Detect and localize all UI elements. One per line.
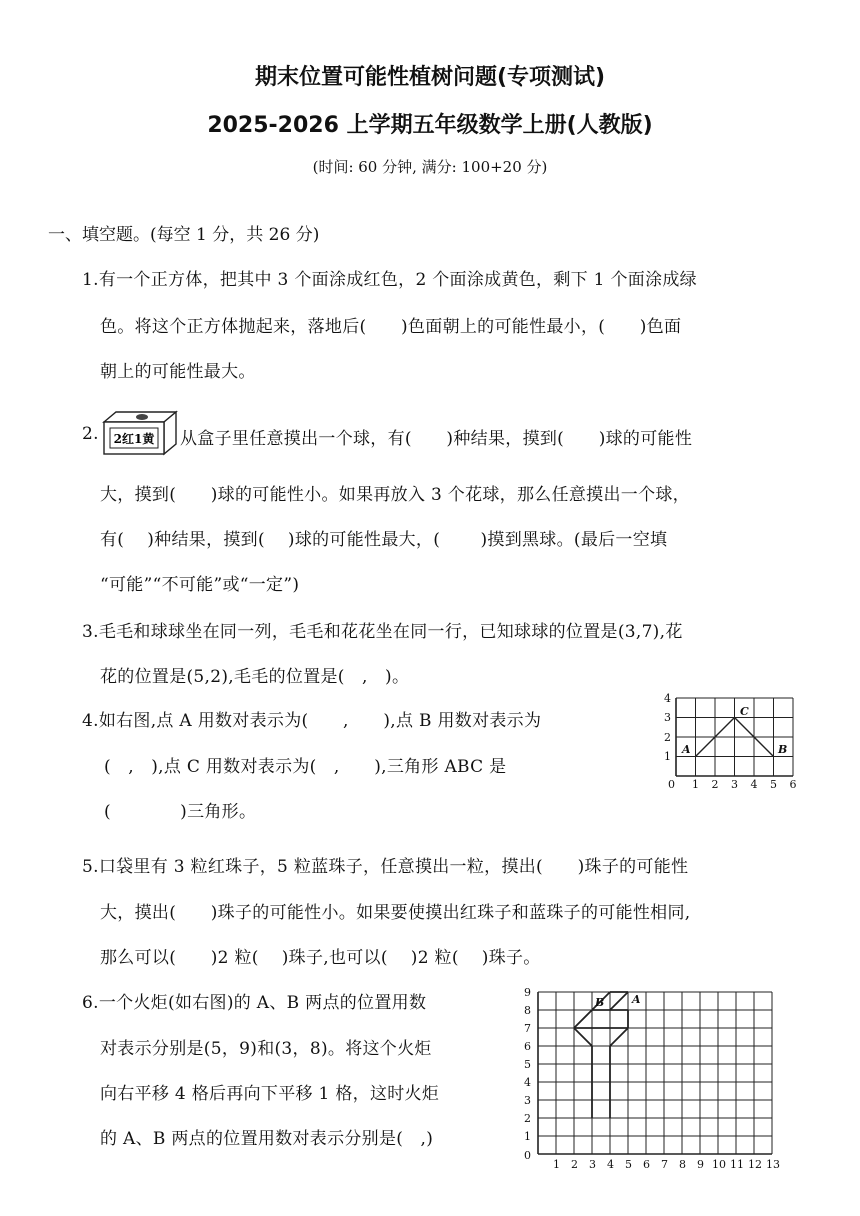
q4-x-tick-1: 1 bbox=[692, 778, 699, 791]
q6-x-tick-8: 8 bbox=[679, 1158, 686, 1171]
q6-x-tick-4: 4 bbox=[607, 1158, 614, 1171]
q6-line-4: 的 A、B 两点的位置用数对表示分别是( ,) bbox=[100, 1129, 434, 1149]
q6-x-tick-2: 2 bbox=[571, 1158, 578, 1171]
q6-x-tick-11: 11 bbox=[730, 1158, 744, 1171]
q6-x-tick-6: 6 bbox=[643, 1158, 650, 1171]
q6-x-tick-10: 10 bbox=[712, 1158, 726, 1171]
q2-line-3: 有( )种结果，摸到( )球的可能性最大，( )摸到黑球。(最后一空填 bbox=[100, 530, 668, 550]
q6-point-b-label: B bbox=[595, 996, 605, 1009]
q4-x-tick-3: 3 bbox=[731, 778, 738, 791]
q4-line-3: ( )三角形。 bbox=[104, 802, 257, 822]
q4-point-b-label: B bbox=[778, 743, 788, 756]
q4-x-tick-6: 6 bbox=[789, 778, 797, 791]
q4-line-2: ( , ),点 C 用数对表示为( , ),三角形 ABC 是 bbox=[104, 757, 507, 777]
q2-line-4: “可能”“不可能”或“一定”) bbox=[100, 575, 300, 595]
q4-y-tick-1: 1 bbox=[664, 750, 671, 763]
q4-grid-figure bbox=[656, 692, 806, 792]
q4-y-tick-3: 3 bbox=[664, 711, 671, 724]
q4-y-tick-4: 4 bbox=[664, 692, 671, 705]
q4-x-tick-4: 4 bbox=[750, 778, 758, 791]
q4-line-1: 4.如右图,点 A 用数对表示为( , ),点 B 用数对表示为 bbox=[82, 711, 542, 731]
q6-y-tick-1: 1 bbox=[524, 1130, 531, 1143]
q5-line-1: 5.口袋里有 3 粒红珠子，5 粒蓝珠子，任意摸出一粒，摸出( )珠子的可能性 bbox=[82, 857, 689, 877]
q4-y-tick-2: 2 bbox=[664, 731, 671, 744]
q4-x-tick-2: 2 bbox=[711, 778, 719, 791]
q6-line-3: 向右平移 4 格后再向下平移 1 格，这时火炬 bbox=[100, 1084, 440, 1104]
q6-x-tick-13: 13 bbox=[766, 1158, 780, 1171]
q5-line-2: 大，摸出( )珠子的可能性小。如果要使摸出红珠子和蓝珠子的可能性相同, bbox=[100, 903, 691, 923]
q4-x-tick-5: 5 bbox=[770, 778, 777, 791]
q6-x-tick-0: 0 bbox=[524, 1149, 531, 1162]
q6-x-tick-12: 12 bbox=[748, 1158, 762, 1171]
q6-line-2: 对表示分别是(5，9)和(3，8)。将这个火炬 bbox=[100, 1039, 432, 1059]
q4-point-a-label: A bbox=[682, 743, 691, 756]
q4-point-c-label: C bbox=[740, 705, 749, 718]
q6-x-tick-7: 7 bbox=[661, 1158, 668, 1171]
q2-line-1: 从盒子里任意摸出一个球，有( )种结果，摸到( )球的可能性 bbox=[180, 429, 693, 449]
q2-number: 2. bbox=[82, 424, 99, 444]
q6-y-tick-9: 9 bbox=[524, 986, 531, 999]
page-title: 期末位置可能性植树问题(专项测试) bbox=[254, 65, 606, 90]
q6-y-tick-5: 5 bbox=[524, 1058, 531, 1071]
q6-point-a-label: A bbox=[632, 993, 641, 1006]
q1-line-1: 1.有一个正方体，把其中 3 个面涂成红色，2 个面涂成黄色，剩下 1 个面涂成绿 bbox=[82, 270, 697, 290]
q6-x-tick-5: 5 bbox=[625, 1158, 632, 1171]
section-heading: 一、填空题。(每空 1 分，共 26 分) bbox=[48, 225, 320, 245]
q6-x-tick-1: 1 bbox=[553, 1158, 560, 1171]
q2-line-2: 大，摸到( )球的可能性小。如果再放入 3 个花球，那么任意摸出一个球， bbox=[100, 485, 690, 505]
q6-y-tick-2: 2 bbox=[524, 1112, 531, 1125]
box-label: 2红1黄 bbox=[113, 432, 155, 446]
q6-torch-grid-figure bbox=[518, 984, 798, 1174]
q6-y-tick-7: 7 bbox=[524, 1022, 531, 1035]
q6-x-tick-9: 9 bbox=[697, 1158, 704, 1171]
q6-y-tick-6: 6 bbox=[524, 1040, 531, 1053]
ball-box-image bbox=[102, 410, 178, 456]
q1-line-3: 朝上的可能性最大。 bbox=[100, 362, 256, 382]
q6-y-tick-4: 4 bbox=[524, 1076, 531, 1089]
exam-info: (时间: 60 分钟, 满分: 100+20 分) bbox=[312, 158, 548, 176]
q6-y-tick-8: 8 bbox=[524, 1004, 531, 1017]
page-subtitle-title: 2025-2026 上学期五年级数学上册(人教版) bbox=[207, 113, 653, 138]
q3-line-1: 3.毛毛和球球坐在同一列，毛毛和花花坐在同一行，已知球球的位置是(3,7),花 bbox=[82, 622, 683, 642]
q5-line-3: 那么可以( )2 粒( )珠子,也可以( )2 粒( )珠子。 bbox=[100, 948, 541, 968]
q3-line-2: 花的位置是(5,2),毛毛的位置是( , )。 bbox=[100, 667, 410, 687]
q4-x-tick-0: 0 bbox=[668, 778, 675, 791]
q1-line-2: 色。将这个正方体抛起来，落地后( )色面朝上的可能性最小，( )色面 bbox=[100, 317, 682, 337]
q6-line-1: 6.一个火炬(如右图)的 A、B 两点的位置用数 bbox=[82, 993, 427, 1013]
q6-y-tick-3: 3 bbox=[524, 1094, 531, 1107]
q6-x-tick-3: 3 bbox=[589, 1158, 596, 1171]
